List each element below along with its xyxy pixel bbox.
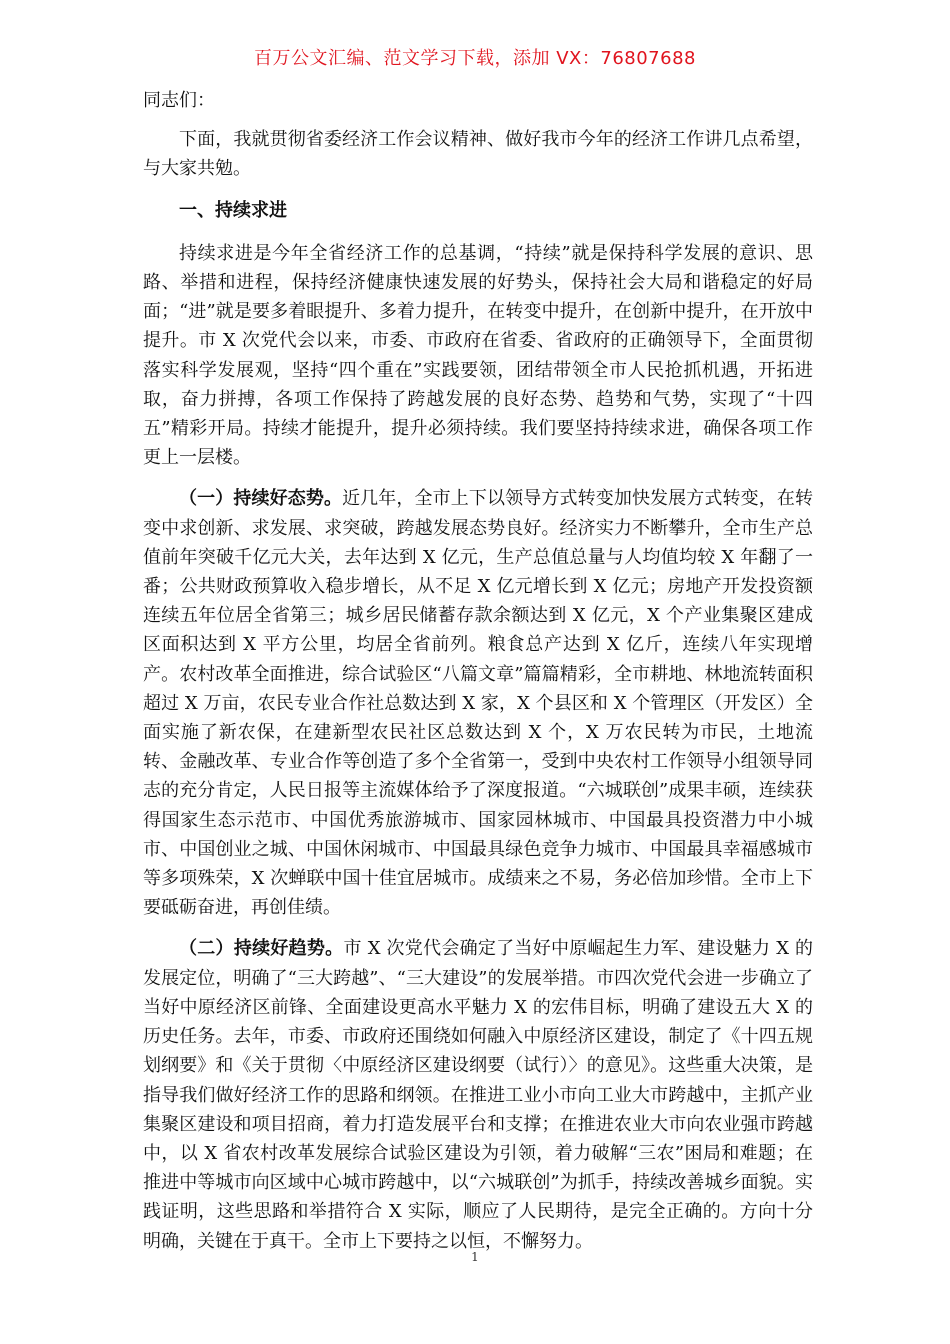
subsection-2-body: 市 X 次党代会确定了当好中原崛起生力军、建设魅力 X 的发展定位，明确了“三大跨越”、“三大建设”的发展举措。市四次党代会进一步确立了当好中原经济区前锋、全面建设更高水平魅力 X 的宏伟目标，明确了建设五大 X 的历史任务。去年，市委、市政府还围绕如何融入中原经济区建设，制定了《十四五规划纲要》和《关于贯彻〈中原经济区建设纲要（试行）〉的意见》。这些重大决策，是指导我们做好经济工作的思路和纲领。在推进工业小市向工业大市跨越中，主抓产业集聚区建设和项目招商，着力打造发展平台和支撑；在推进农业大市向农业强市跨越中，以 X 省农村改革发展综合试验区建设为引领，着力破解“三农”困局和难题；在推进中等城市向区域中心城市跨越中，以“六城联创”为抓手，持续改善城乡面貌。实践证明，这些思路和举措符合 X 实际，顺应了人民期待，是完全正确的。方向十分明确，关键在于真干。全市上下要持之以恒，不懈努力。 (143, 938, 814, 1252)
subsection-1-paragraph (143, 484, 813, 922)
subsection-2-title: （二）持续好趋势。 (179, 938, 344, 960)
page-number: 1 (471, 1250, 479, 1264)
header-banner: 百万公文汇编、范文学习下载，添加 VX：76807688 (254, 48, 696, 69)
salutation: 同志们： (143, 90, 215, 111)
section-heading-1: 一、持续求进 (179, 199, 287, 221)
section-1-paragraph: 持续求进是今年全省经济工作的总基调，“持续”就是保持科学发展的意识、思路、举措和进程，保持经济健康快速发展的好势头，保持社会大局和谐稳定的好局面；“进”就是要多着眼提升、多着力提升，在转变中提升，在创新中提升，在开放中提升。市 X 次党代会以来，市委、市政府在省委、省政府的正确领导下，全面贯彻落实科学发展观，坚持“四个重在”实践要领，团结带领全市人民抢抓机遇，开拓进取，奋力拼搏，各项工作保持了跨越发展的良好态势、趋势和气势，实现了“十四五”精彩开局。持续才能提升，提升必须持续。我们要坚持持续求进，确保各项工作更上一层楼。 (143, 242, 813, 469)
subsection-1-body: 近几年，全市上下以领导方式转变加快发展方式转变，在转变中求创新、求发展、求突破，跨越发展态势良好。经济实力不断攀升，全市生产总值前年突破千亿元大关，去年达到 X 亿元，生产总值总量与人均值均较 X 年翻了一番；公共财政预算收入稳步增长，从不足 X 亿元增长到 X 亿元；房地产开发投资额连续五年位居全省第三；城乡居民储蓄存款余额达到 X 亿元，X 个产业集聚区建成区面积达到 X 平方公里，均居全省前列。粮食总产达到 X 亿斤，连续八年实现增产。农村改革全面推进，综合试验区“八篇文章”篇篇精彩，全市耕地、林地流转面积超过 X 万亩，农民专业合作社总数达到 X 家，X 个县区和 X 个管理区（开发区）全面实施了新农保，在建新型农民社区总数达到 X 个，X 万农民转为市民，土地流转、金融改革、专业合作等创造了多个全省第一，受到中央农村工作领导小组领导同志的充分肯定，人民日报等主流媒体给予了深度报道。“六城联创”成果丰硕，连续获得国家生态示范市、中国优秀旅游城市、国家园林城市、中国最具投资潜力中小城市、中国创业之城、中国休闲城市、中国最具绿色竞争力城市、中国最具幸福感城市等多项殊荣，X 次蝉联中国十佳宜居城市。成绩来之不易，务必倍加珍惜。全市上下要砥砺奋进，再创佳绩。 (143, 488, 814, 919)
subsection-1-title: （一）持续好态势。 (179, 488, 343, 510)
intro-paragraph: 下面，我就贯彻省委经济工作会议精神、做好我市今年的经济工作讲几点希望，与大家共勉。 (143, 129, 813, 180)
document-body (143, 86, 813, 1268)
subsection-2-paragraph (143, 934, 813, 1255)
